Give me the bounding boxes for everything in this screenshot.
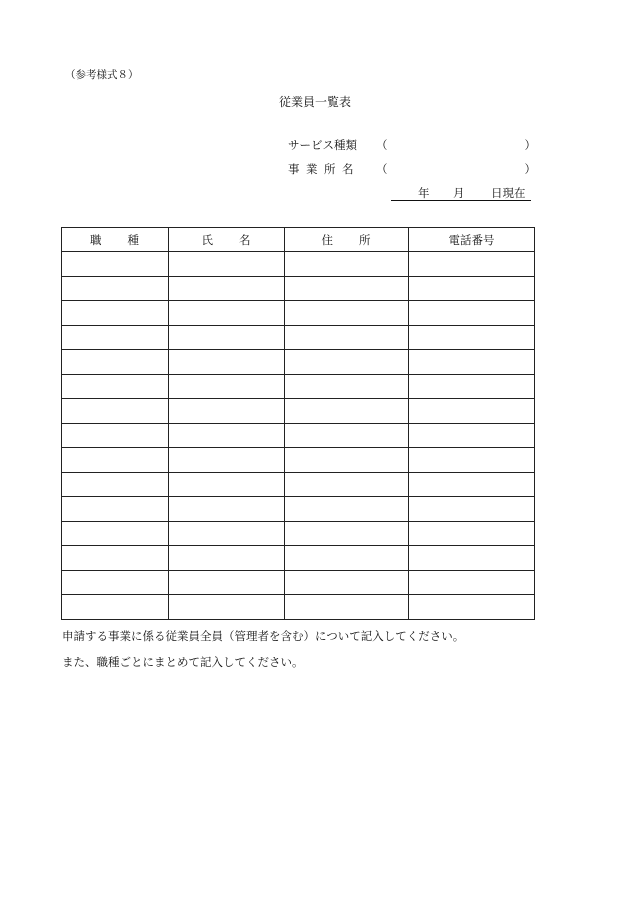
cell-name[interactable] [169,497,285,522]
table-row [62,374,535,399]
cell-phone[interactable] [409,546,535,571]
table-row [62,570,535,595]
cell-name[interactable] [169,423,285,448]
cell-phone[interactable] [409,472,535,497]
service-type-field[interactable] [288,137,538,153]
cell-address[interactable] [285,276,409,301]
table-row [62,252,535,277]
date-day-label: 日現在 [491,186,526,200]
cell-phone[interactable] [409,595,535,620]
office-name-label: 事業所名 [288,162,360,176]
cell-address[interactable] [285,374,409,399]
cell-job-type[interactable] [62,497,169,522]
cell-name[interactable] [169,448,285,473]
cell-address[interactable] [285,521,409,546]
cell-name[interactable] [169,252,285,277]
cell-phone[interactable] [409,399,535,424]
table-row [62,521,535,546]
table-header-row [62,228,535,252]
cell-address[interactable] [285,399,409,424]
cell-address[interactable] [285,448,409,473]
cell-phone[interactable] [409,570,535,595]
cell-name[interactable] [169,350,285,375]
column-header-name: 氏 名 [169,228,285,252]
column-header-phone: 電話番号 [409,228,535,252]
date-year-label: 年 [418,186,430,200]
cell-job-type[interactable] [62,448,169,473]
date-month-label: 月 [453,186,465,200]
cell-address[interactable] [285,570,409,595]
cell-name[interactable] [169,301,285,326]
column-header-address: 住 所 [285,228,409,252]
cell-job-type[interactable] [62,472,169,497]
cell-name[interactable] [169,399,285,424]
cell-name[interactable] [169,276,285,301]
cell-name[interactable] [169,546,285,571]
cell-address[interactable] [285,423,409,448]
table-row [62,423,535,448]
as-of-date-line[interactable] [391,185,531,201]
cell-address[interactable] [285,252,409,277]
cell-job-type[interactable] [62,252,169,277]
instruction-note: 申請する事業に係る従業員全員（管理者を含む）について記入してください。 [62,629,465,643]
cell-phone[interactable] [409,423,535,448]
table-row [62,276,535,301]
cell-phone[interactable] [409,497,535,522]
cell-phone[interactable] [409,301,535,326]
cell-address[interactable] [285,497,409,522]
cell-address[interactable] [285,325,409,350]
cell-address[interactable] [285,595,409,620]
table-row [62,472,535,497]
cell-job-type[interactable] [62,350,169,375]
cell-job-type[interactable] [62,595,169,620]
table-row [62,546,535,571]
cell-address[interactable] [285,301,409,326]
employee-roster-table [61,227,535,620]
cell-name[interactable] [169,595,285,620]
office-name-close-paren: ） [524,162,536,176]
table-row [62,301,535,326]
table-row [62,399,535,424]
cell-name[interactable] [169,472,285,497]
office-name-open-paren: （ [376,162,388,176]
cell-job-type[interactable] [62,399,169,424]
cell-address[interactable] [285,472,409,497]
cell-name[interactable] [169,374,285,399]
cell-job-type[interactable] [62,325,169,350]
cell-job-type[interactable] [62,374,169,399]
table-row [62,497,535,522]
column-header-job-type: 職 種 [62,228,169,252]
service-type-label: サービス種類 [288,138,357,152]
table-row [62,325,535,350]
cell-job-type[interactable] [62,301,169,326]
table-row [62,595,535,620]
service-type-close-paren: ） [524,138,536,152]
cell-phone[interactable] [409,276,535,301]
form-reference-number: （参考様式８） [65,69,139,81]
service-type-open-paren: （ [376,138,388,152]
cell-name[interactable] [169,570,285,595]
cell-phone[interactable] [409,374,535,399]
cell-phone[interactable] [409,325,535,350]
cell-name[interactable] [169,521,285,546]
table-row [62,350,535,375]
cell-job-type[interactable] [62,570,169,595]
cell-job-type[interactable] [62,276,169,301]
cell-phone[interactable] [409,521,535,546]
table-body [62,252,535,620]
office-name-field[interactable] [288,161,538,177]
cell-name[interactable] [169,325,285,350]
table-row [62,448,535,473]
cell-address[interactable] [285,350,409,375]
cell-phone[interactable] [409,252,535,277]
cell-job-type[interactable] [62,521,169,546]
page-title: 従業員一覧表 [278,95,351,109]
cell-job-type[interactable] [62,423,169,448]
cell-address[interactable] [285,546,409,571]
cell-phone[interactable] [409,350,535,375]
cell-phone[interactable] [409,448,535,473]
cell-job-type[interactable] [62,546,169,571]
instruction-note: また、職種ごとにまとめて記入してください。 [62,655,304,669]
